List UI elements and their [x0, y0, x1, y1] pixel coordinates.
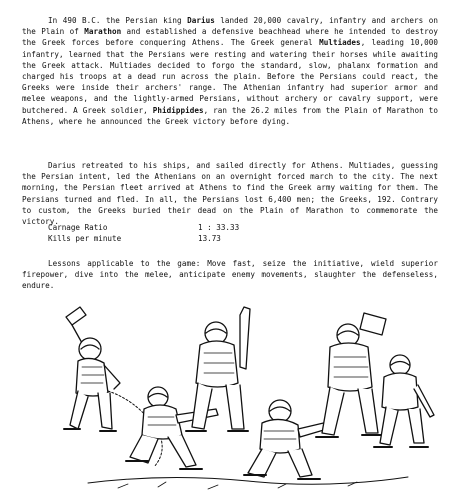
- stat-value: 1 : 33.33: [198, 223, 240, 232]
- name-marathon: Marathon: [84, 27, 122, 37]
- text-span: In 490 B.C. the Persian king: [48, 16, 188, 25]
- soldier-right: [316, 313, 386, 437]
- lessons-text: Lessons applicable to the game: Move fast, seize the initiative, wield superior firepower, dive into the melee, anticipate enemy movements, slaughter the defenseless, endure.: [22, 259, 438, 291]
- stat-label: Carnage Ratio: [48, 223, 108, 232]
- retreat-text: Darius retreated to his ships, and sailed directly for Athens. Multiades, guessing the Persian intent, led the Athenians on an overnight forced march to the city. The next morning, the Persian fleet arrived at Athens to find the Greek army waiting for them. The Persians turned and fled. In all, the Persians lost 6,400 men; the Greeks, 192. Contrary to custom, the Greeks buried their dead on the Plain of Marathon to commemorate the victory.: [22, 161, 438, 227]
- name-darius: Darius: [187, 16, 215, 25]
- text-span: and established a defensive beachhead where he intended to destroy the Greek forces before conquering Athens. The Greek general: [22, 27, 438, 48]
- stat-row: [48, 222, 239, 233]
- retreat-paragraph: [22, 160, 438, 227]
- soldiers-illustration: [48, 305, 443, 493]
- text-span: landed 20,000 cavalry, infantry and archers on the Plain of: [22, 16, 438, 37]
- marathon-paragraph: [22, 15, 438, 127]
- soldier-far-right: [374, 355, 434, 447]
- soldier-center: [186, 307, 250, 431]
- text-span: , leading 10,000 infantry, learned that the Persians were resting and watering their horses while awaiting the Greek attack. Multiades decided to forgo the standard, slow, phalanx formation and charged his troops at a dead run across the plain. Before the Persians could react, the Greeks were inside their archers' range. The Athenian infantry had superior armor and melee weapons, and the lightly-armed Persians, without archery or cavalry support, were butchered. A Greek soldier,: [22, 38, 439, 115]
- battle-stats: [48, 222, 239, 244]
- soldier-crouching: [244, 400, 334, 479]
- name-phidippides: Phidippides: [152, 105, 204, 115]
- stat-row: [48, 233, 239, 244]
- lessons-paragraph: [22, 258, 438, 292]
- name-multiades: Multiades: [319, 38, 361, 48]
- text-span: , ran the 26.2 miles from the Plain of Marathon to Athens, where he announced the Greek victory before dying.: [22, 105, 438, 126]
- stat-label: Kills per minute: [48, 234, 122, 243]
- stat-value: 13.73: [198, 234, 221, 243]
